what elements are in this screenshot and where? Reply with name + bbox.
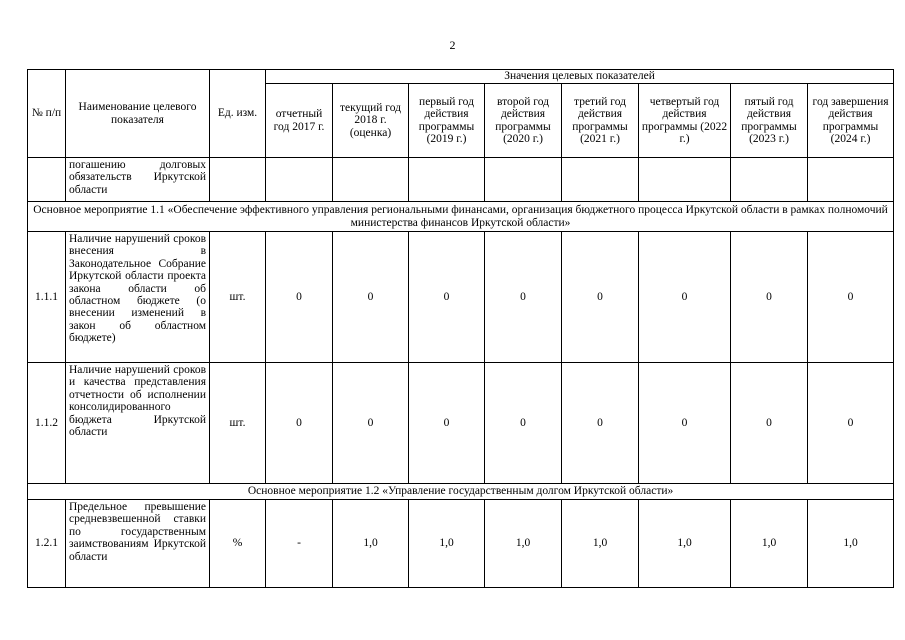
empty-cell [333,158,409,202]
header-year-2017: отчетный год 2017 г. [266,84,333,158]
row-value: 0 [562,363,639,484]
table-row [28,232,894,363]
row-value: 1,0 [808,500,894,588]
row-value: 0 [731,232,808,363]
empty-cell [485,158,562,202]
row-value: 1,0 [639,500,731,588]
row-value: 0 [639,232,731,363]
row-value: 0 [731,363,808,484]
row-unit: % [210,500,266,588]
row-value: 1,0 [333,500,409,588]
header-name: Наименование целевого показателя [66,70,210,158]
header-year-2018: текущий год 2018 г. (оценка) [333,84,409,158]
empty-cell [562,158,639,202]
page-number: 2 [449,38,456,52]
section-title: Основное мероприятие 1.1 «Обеспечение эффективного управления региональными финансами, организация бюджетного процесса Иркутской области в рамках полномочий министерства финансов Иркутской области» [28,202,894,232]
row-name: Наличие нарушений сроков и качества представления отчетности об исполнении консолидированного бюджета Иркутской области [66,363,210,484]
header-year-2024: год завершения действия программы (2024 г.) [808,84,894,158]
header-row-group [28,70,894,84]
row-value: 0 [562,232,639,363]
row-value: 0 [485,232,562,363]
empty-cell [808,158,894,202]
empty-cell [210,158,266,202]
continuation-name: погашению долговых обязательств Иркутской области [66,158,210,202]
header-year-2020: второй год действия программы (2020 г.) [485,84,562,158]
row-unit: шт. [210,363,266,484]
row-num: 1.1.1 [28,232,66,363]
row-value: 1,0 [731,500,808,588]
row-value: 0 [333,363,409,484]
row-value: 0 [409,232,485,363]
row-name: Наличие нарушений сроков внесения в Законодательное Собрание Иркутской области проекта закона области об областном бюджете (о внесении изменений в закон об областном бюджете) [66,232,210,363]
row-value: 0 [808,363,894,484]
header-year-2022: четвертый год действия программы (2022 г.) [639,84,731,158]
row-value: 0 [808,232,894,363]
empty-cell [266,158,333,202]
empty-cell [731,158,808,202]
section-row [28,484,894,500]
header-year-2023: пятый год действия программы (2023 г.) [731,84,808,158]
row-value: 0 [409,363,485,484]
row-value: 0 [266,363,333,484]
header-year-2019: первый год действия программы (2019 г.) [409,84,485,158]
header-unit: Ед. изм. [210,70,266,158]
row-num: 1.1.2 [28,363,66,484]
empty-cell [409,158,485,202]
row-value: 0 [333,232,409,363]
table-row [28,363,894,484]
header-values-group: Значения целевых показателей [266,70,894,84]
section-row [28,202,894,232]
table-row [28,500,894,588]
target-indicators-table [27,69,894,588]
continuation-row [28,158,894,202]
row-value: 1,0 [562,500,639,588]
row-unit: шт. [210,232,266,363]
header-num: № п/п [28,70,66,158]
row-value: 1,0 [409,500,485,588]
row-value: 0 [639,363,731,484]
row-value: - [266,500,333,588]
row-value: 0 [266,232,333,363]
row-num: 1.2.1 [28,500,66,588]
continuation-num [28,158,66,202]
row-value: 0 [485,363,562,484]
empty-cell [639,158,731,202]
header-year-2021: третий год действия программы (2021 г.) [562,84,639,158]
section-title: Основное мероприятие 1.2 «Управление государственным долгом Иркутской области» [28,484,894,500]
row-name: Предельное превышение средневзвешенной ставки по государственным заимствованиям Иркутской области [66,500,210,588]
row-value: 1,0 [485,500,562,588]
